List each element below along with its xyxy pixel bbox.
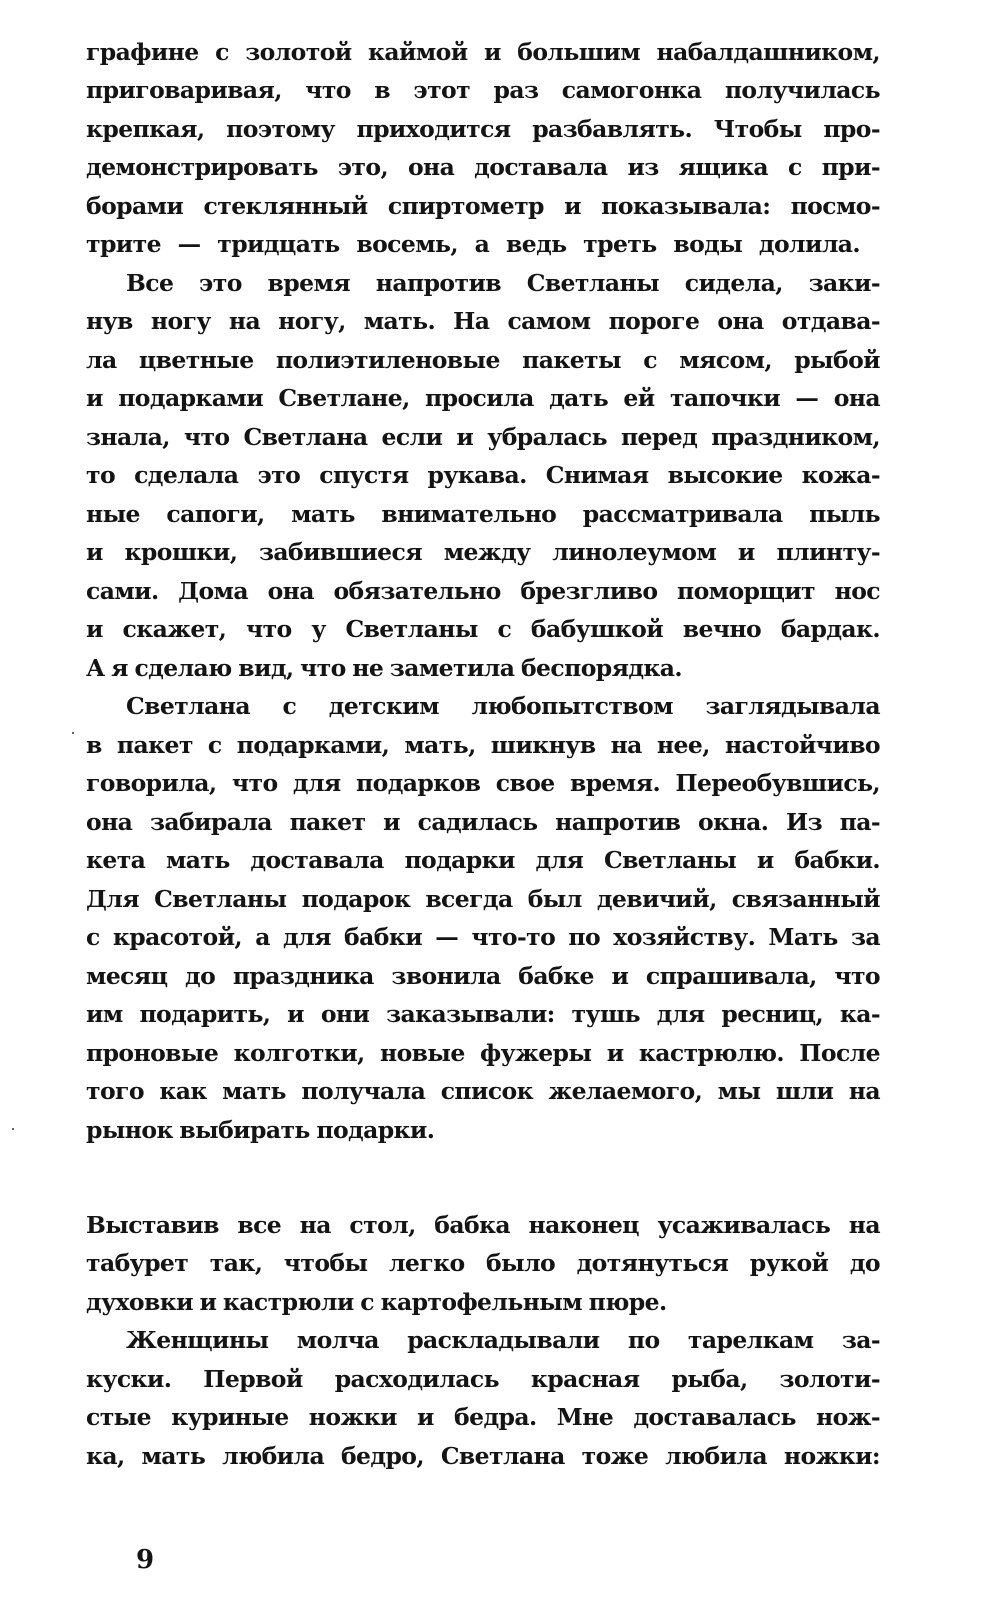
text-line: приговаривая, что в этот раз самогонка получилась [86,76,880,104]
text-line: трите — тридцать восемь, а ведь треть воды долила. [86,230,860,258]
text-line: ка, мать любила бедро, Светлана тоже любила ножки: [86,1442,880,1470]
text-line: рынок выбирать подарки. [86,1116,435,1144]
text-line: месяц до праздника звонила бабке и спрашивала, что [86,962,880,990]
text-line: с красотой, а для бабки — что-то по хозяйству. Мать за [86,923,880,951]
text-line: Женщины молча раскладывали по тарелкам за- [126,1326,880,1354]
text-line: и подарками Светлане, просила дать ей тапочки — она [86,384,880,412]
text-line: Для Светланы подарок всегда был девичий, связанный [86,885,880,913]
text-line: графине с золотой каймой и большим набалдашником, [86,38,880,66]
text-line: ные сапоги, мать внимательно рассматривала пыль [86,500,880,528]
text-line: того как мать получала список желаемого, мы шли на [86,1077,880,1105]
text-line: Выставив все на стол, бабка наконец усаживалась на [86,1211,880,1239]
text-line: духовки и кастрюли с картофельным пюре. [86,1288,667,1316]
text-line: в пакет с подарками, мать, шикнув на нее, настойчиво [86,731,880,759]
text-line: она забирала пакет и садилась напротив окна. Из па- [86,808,880,836]
text-line: А я сделаю вид, что не заметила беспорядка. [86,654,682,682]
scan-speck [72,732,74,734]
text-line: кета мать доставала подарки для Светланы и бабки. [86,846,880,874]
page-number: 9 [136,1545,155,1575]
text-line: проновые колготки, новые фужеры и кастрюлю. После [86,1039,880,1067]
text-line: и скажет, что у Светланы с бабушкой вечно бардак. [86,615,880,643]
text-line: сами. Дома она обязательно брезгливо поморщит нос [86,577,880,605]
text-line: борами стеклянный спиртометр и показывала: посмо- [86,192,880,220]
text-line: Все это время напротив Светланы сидела, заки- [126,269,880,297]
text-line: демонстрировать это, она доставала из ящика с при- [86,153,880,181]
text-line: ла цветные полиэтиленовые пакеты с мясом, рыбой [86,346,880,374]
text-line: куски. Первой расходилась красная рыба, золоти- [86,1365,880,1393]
scan-speck [12,1128,14,1130]
text-line: и крошки, забившиеся между линолеумом и плинту- [86,538,880,566]
text-line: табурет так, чтобы легко было дотянуться рукой до [86,1249,880,1277]
text-line: знала, что Светлана если и убралась перед праздником, [86,423,880,451]
text-line: им подарить, и они заказывали: тушь для ресниц, ка- [86,1000,880,1028]
text-line: говорила, что для подарков свое время. Переобувшись, [86,769,880,797]
text-line: стые куриные ножки и бедра. Мне доставалась нож- [86,1403,880,1431]
text-line: то сделала это спустя рукава. Снимая высокие кожа- [86,461,880,489]
text-line: нув ногу на ногу, мать. На самом пороге она отдава- [86,307,880,335]
text-line: крепкая, поэтому приходится разбавлять. Чтобы про- [86,115,880,143]
text-line: Светлана с детским любопытством заглядывала [126,692,880,720]
